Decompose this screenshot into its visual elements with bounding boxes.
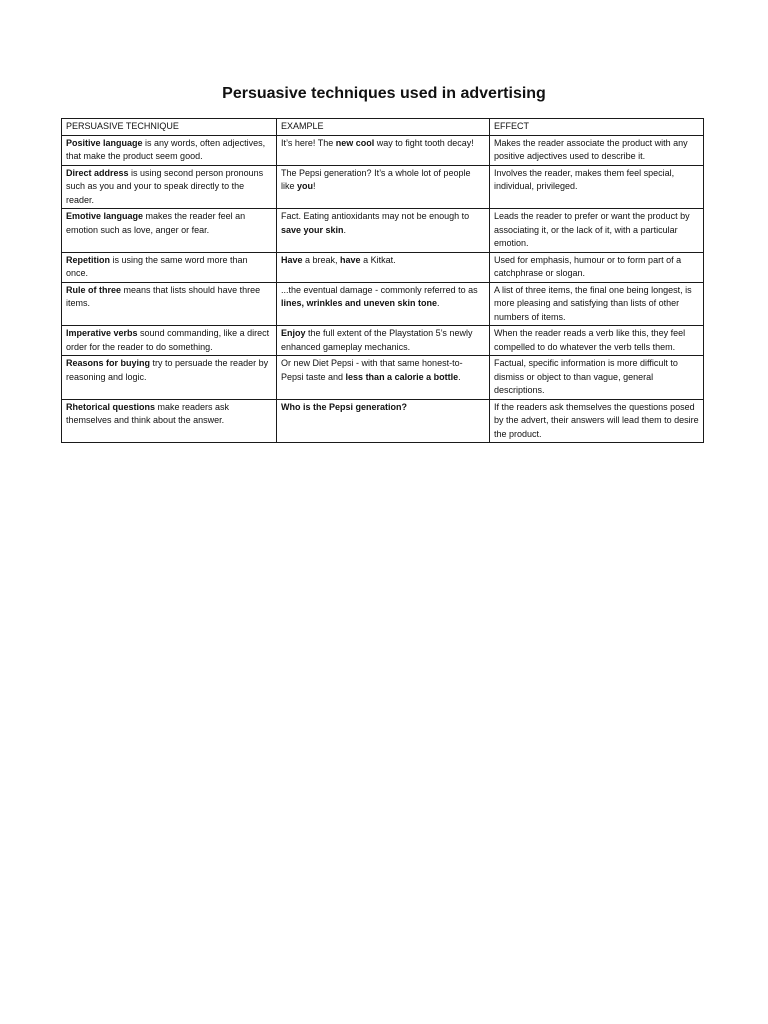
effect-cell [490,326,704,356]
text: means that lists should have three items. [66,284,261,308]
bold-text: you [297,181,314,191]
techniques-table [61,118,704,443]
text: Involves the reader, makes them feel special, individual, privileged. [494,167,675,191]
technique-cell [62,209,277,253]
effect-cell [490,135,704,165]
example-cell [277,356,490,400]
bold-text: Imperative verbs [66,328,138,338]
effect-cell [490,165,704,209]
bold-text: Repetition [66,254,110,265]
effect-cell [490,399,704,443]
technique-cell [62,282,277,326]
example-cell [277,252,490,282]
text: a Kitkat. [360,254,396,265]
text: way to fight tooth decay! [374,137,474,148]
text: Makes the reader associate the product with any positive adjectives used to describe it. [494,137,688,161]
technique-cell [62,165,277,209]
text: is using second person pronouns such as you and your to speak directly to the reader. [66,167,264,205]
bold-text: Enjoy [281,328,306,338]
bold-text: new cool [335,137,375,148]
example-cell [277,399,490,443]
text: Or new Diet Pepsi - with that same honest-to-Pepsi taste and [281,358,463,382]
table-body [62,135,704,443]
example-cell [277,209,490,253]
text: The Pepsi generation? It’s a whole lot of people like [281,167,471,191]
text: . [437,298,440,308]
page-title: Persuasive techniques used in advertising [222,85,546,102]
table-row [62,326,704,356]
bold-text: Emotive language [66,211,144,221]
technique-cell [62,356,277,400]
table-row [62,356,704,400]
column-header-effect: EFFECT [490,119,704,136]
column-header-technique: PERSUASIVE TECHNIQUE [62,119,277,136]
table-row [62,399,704,443]
text: the full extent of the Playstation 5’s newly enhanced gameplay mechanics. [281,328,473,352]
table-row [62,135,704,165]
text: sound commanding, like a direct order for the reader to do something. [66,328,270,352]
bold-text: Positive language [66,137,143,148]
text: Used for emphasis, humour or to form part of a catchphrase or slogan. [494,254,682,278]
table-header-row [62,119,704,136]
table-row [62,165,704,209]
table-row [62,282,704,326]
text: try to persuade the reader by reasoning and logic. [66,358,269,382]
table-row [62,252,704,282]
text: Factual, specific information is more difficult to dismiss or object to than vague, general descriptions. [494,358,678,395]
bold-text: Direct address [66,167,129,178]
effect-cell [490,356,704,400]
text: When the reader reads a verb like this, they feel compelled to do whatever the verb tells them. [494,328,686,352]
text: . [343,224,347,235]
table-row [62,209,704,253]
text: make readers ask themselves and think about the answer. [66,401,230,425]
bold-text: save your skin [281,224,344,235]
technique-cell [62,135,277,165]
text: Leads the reader to prefer or want the product by associating it, or the lack of it, with a particular emotion. [494,211,690,248]
text: ! [313,181,316,191]
bold-text: Rhetorical questions [66,401,156,412]
bold-text: Who is the Pepsi generation? [281,401,408,412]
technique-cell [62,399,277,443]
text: . [458,371,461,382]
bold-text: have [340,254,361,265]
bold-text: Rule of three [66,284,122,295]
bold-text: lines, wrinkles and uneven skin tone [281,298,438,308]
text: is any words, often adjectives, that make the product seem good. [66,137,266,161]
column-header-example: EXAMPLE [277,119,490,136]
text: ...the eventual damage - commonly referred to as [281,284,478,295]
bold-text: less than a calorie a bottle [345,371,459,382]
text: It’s here! The [281,137,336,148]
text: is using the same word more than once. [66,254,248,278]
bold-text: Reasons for buying [66,358,151,368]
effect-cell [490,282,704,326]
text: a break, [302,254,341,265]
effect-cell [490,252,704,282]
technique-cell [62,252,277,282]
bold-text: Have [281,254,303,265]
text: A list of three items, the final one being longest, is more pleasing and satisfying than lists of other numbers of items. [494,284,692,322]
effect-cell [490,209,704,253]
technique-cell [62,326,277,356]
text: makes the reader feel an emotion such as love, anger or fear. [66,211,246,235]
example-cell [277,135,490,165]
example-cell [277,282,490,326]
example-cell [277,165,490,209]
text: If the readers ask themselves the questions posed by the advert, their answers will lead them to desire the product. [494,401,699,439]
example-cell [277,326,490,356]
text: Fact. Eating antioxidants may not be enough to [281,211,470,221]
